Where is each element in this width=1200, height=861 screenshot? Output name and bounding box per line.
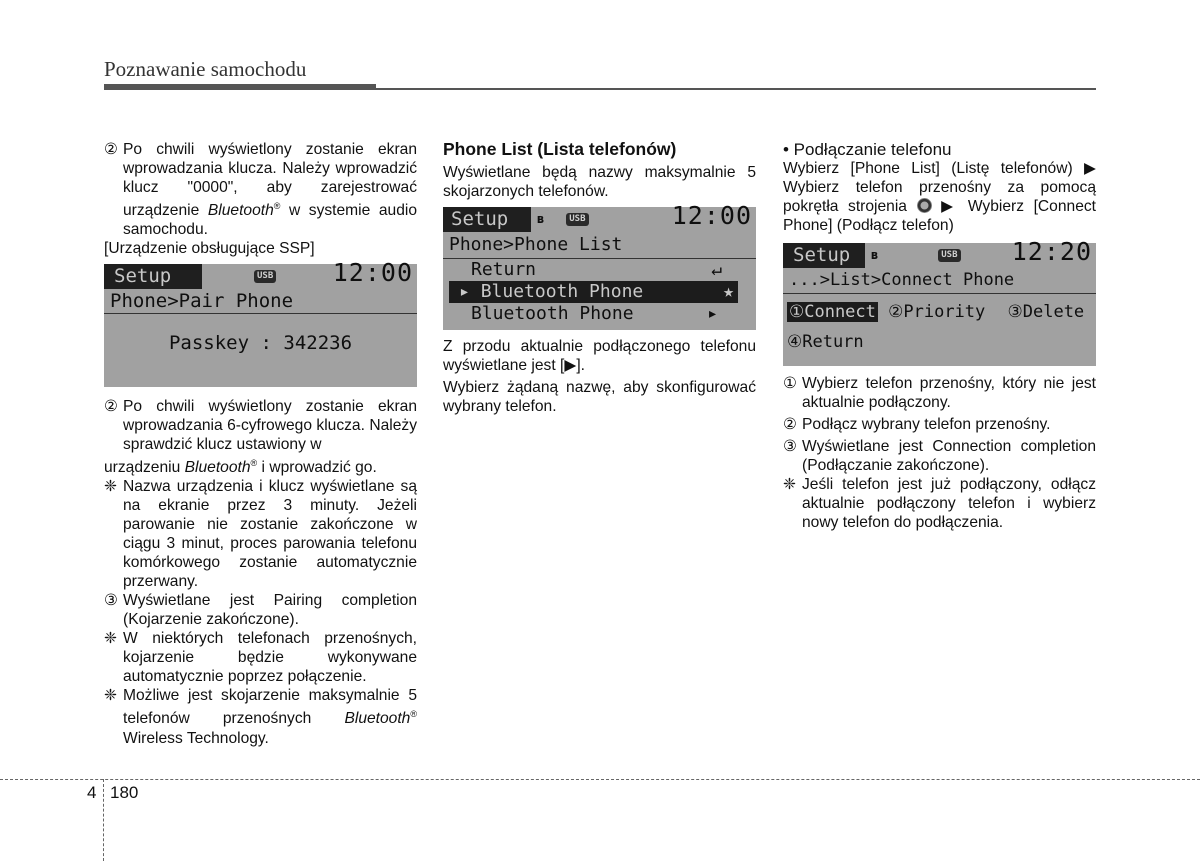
connect-step-1 — [783, 374, 1096, 412]
note-marker: ❈ — [783, 476, 797, 493]
connect-note — [783, 475, 1096, 532]
star-icon: ★ — [723, 281, 734, 302]
text-span: urządzeniu — [104, 459, 181, 477]
note-max-phones — [104, 686, 417, 747]
note-marker: ❈ — [104, 478, 118, 496]
step-text: Po chwili wyświetlony zostanie ekran wprowadzania 6-cyfrowego klucza. Należy sprawdzić klucz ustawiony w — [123, 398, 417, 454]
lcd-row-label: Bluetooth Phone — [480, 281, 644, 302]
lcd-options-row — [783, 297, 1096, 327]
bluetooth-icon: ʙ — [871, 248, 879, 262]
step-pairing-complete — [104, 591, 417, 629]
lcd-row-label: Return — [471, 259, 537, 280]
lcd-clock: 12:00 — [332, 258, 413, 288]
lcd-breadcrumb: ...>List>Connect Phone — [789, 270, 1015, 290]
brand-bluetooth: Bluetooth — [207, 202, 274, 220]
lcd-divider — [783, 293, 1096, 294]
usb-icon: USB — [938, 249, 960, 262]
note-text: Możliwe jest skojarzenie maksymalnie 5 telefonów przenośnych — [123, 687, 417, 728]
lcd-tab-label: Setup — [451, 208, 509, 230]
selected-arrow-icon: ▸ — [459, 281, 470, 302]
chapter-number: 4 — [87, 783, 97, 802]
note-text: Jeśli telefon jest już podłączony, odłącz aktualnie podłączony telefon i wybierz nowy telefon do podłączenia. — [802, 476, 1096, 531]
column-right — [783, 140, 1096, 532]
section-intro: Wyświetlane będą nazwy maksymalnie 5 skojarzonych telefonów. — [443, 164, 756, 200]
text-span: Wybierz [Phone List] (Listę telefonów) ▶ Wybierz telefon przenośny za pomocą pokrętła strojenia — [783, 160, 1096, 215]
usb-icon: USB — [254, 270, 276, 283]
step-marker: ② — [104, 398, 118, 416]
step-marker: ② — [783, 416, 797, 433]
step-text: Wybierz telefon przenośny, który nie jest aktualnie podłączony. — [802, 375, 1096, 411]
registered-mark: ® — [250, 458, 258, 469]
step-check-key — [104, 397, 417, 454]
lcd-divider — [104, 313, 417, 314]
step-text-continued — [104, 454, 417, 477]
note-text-tail: Wireless Technology. — [123, 729, 269, 747]
step-text: Po chwili wyświetlony zostanie ekran wprowadzania klucza. Należy wprowadzić klucz "0000", aby zarejestrować urządzenie — [123, 141, 417, 220]
column-middle — [443, 140, 756, 416]
header-rule-thin — [376, 88, 1096, 90]
lcd-passkey: Passkey : 342236 — [168, 332, 353, 355]
connect-step-2 — [783, 415, 1096, 434]
page-number: 180 — [110, 783, 139, 802]
lcd-clock: 12:20 — [1011, 237, 1092, 266]
note-text: W niektórych telefonach przenośnych, kojarzenie będzie wykonywane automatycznie poprzez połączenie. — [123, 630, 417, 686]
step-marker: ③ — [783, 438, 797, 455]
lcd-tab-setup: Setup — [104, 264, 202, 289]
text-span: ▶ Wybierz [Connect Phone] (Podłącz telefon) — [783, 198, 1096, 234]
step-text-tail: w systemie audio samochodu. — [123, 202, 418, 239]
lcd-row-phone — [443, 303, 756, 325]
step-text: Wyświetlane jest Connection completion (Podłączanie zakończone). — [802, 438, 1096, 474]
note-auto-pairing — [104, 629, 417, 686]
step-enter-key — [104, 140, 417, 239]
lcd-breadcrumb: Phone>Pair Phone — [110, 290, 294, 313]
lcd-option-connect: ①Connect — [789, 302, 876, 322]
header-title: Poznawanie samochodu — [104, 57, 307, 81]
brand-bluetooth: Bluetooth — [344, 710, 411, 728]
lcd-row-selected-phone — [449, 281, 738, 303]
lcd-screen-pair-phone — [104, 258, 417, 387]
note-marker: ❈ — [104, 630, 118, 648]
lcd-row-return — [443, 259, 756, 281]
ssp-label: [Urządzenie obsługujące SSP] — [104, 240, 315, 258]
lcd-clock: 12:00 — [671, 201, 752, 230]
footer-rule — [0, 779, 1200, 780]
lcd-breadcrumb: Phone>Phone List — [449, 234, 623, 255]
lcd-tab-setup — [443, 207, 531, 232]
footer-margin-rule — [103, 779, 104, 861]
step-marker: ③ — [104, 592, 118, 610]
header-rule-thick — [104, 84, 376, 90]
lcd-option-priority: ②Priority — [888, 302, 986, 322]
section-heading-connect-phone: • Podłączanie telefonu — [783, 140, 952, 159]
note-timeout — [104, 477, 417, 591]
section-heading-phone-list: Phone List (Lista telefonów) — [443, 139, 677, 159]
usb-icon: USB — [566, 213, 588, 226]
paragraph-connected-marker: Z przodu aktualnie podłączonego telefonu wyświetlane jest [▶]. — [443, 338, 756, 374]
lcd-screen-phone-list — [443, 201, 756, 330]
lcd-option-return: ④Return — [787, 332, 864, 352]
tuning-knob-icon — [917, 198, 932, 213]
lcd-screen-connect-phone — [783, 237, 1096, 366]
lcd-tab-setup: Setup — [783, 243, 865, 268]
section-intro — [783, 159, 1096, 235]
note-marker: ❈ — [104, 687, 118, 705]
connect-step-3 — [783, 437, 1096, 475]
registered-mark: ® — [273, 201, 281, 211]
step-text: Podłącz wybrany telefon przenośny. — [802, 416, 1051, 433]
step-marker: ① — [783, 375, 797, 392]
step-marker: ② — [104, 141, 118, 158]
lcd-row-label: Bluetooth Phone — [471, 303, 634, 324]
bluetooth-icon: ʙ — [537, 212, 545, 226]
chevron-right-icon: ▸ — [707, 303, 718, 324]
step-text: Wyświetlane jest Pairing completion (Kojarzenie zakończone). — [123, 592, 417, 629]
text-span: i wprowadzić go. — [261, 459, 377, 477]
note-text: Nazwa urządzenia i klucz wyświetlane są na ekranie przez 3 minuty. Jeżeli parowanie nie zostanie zakończone w ciągu 3 minut, proces parowania telefonu komórkowego zostanie automatycznie przerwany. — [123, 478, 417, 591]
paragraph-select-name: Wybierz żądaną nazwę, aby skonfigurować wybrany telefon. — [443, 379, 756, 415]
return-icon: ↵ — [711, 259, 722, 280]
brand-bluetooth: Bluetooth — [184, 459, 251, 477]
registered-mark: ® — [410, 709, 417, 720]
lcd-option-delete: ③Delete — [1007, 302, 1085, 322]
column-left — [104, 140, 417, 748]
